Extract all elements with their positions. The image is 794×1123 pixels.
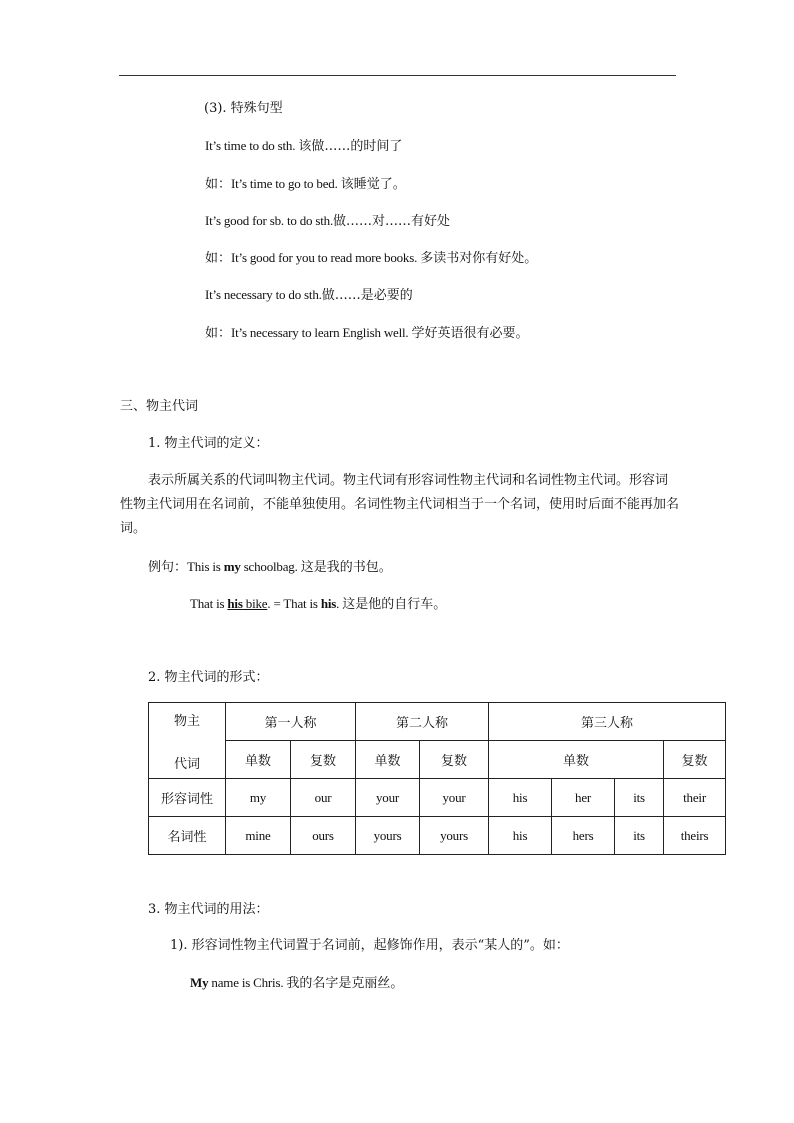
header-third-person: 第三人称 [489, 703, 726, 741]
table-cell: hers [552, 817, 615, 855]
example-prefix: 如： [205, 177, 232, 192]
usage-example [190, 975, 403, 992]
header-singular: 单数 [226, 741, 291, 779]
usage-point-1: 1). 形容词性物主代词置于名词前，起修饰作用，表示“某人的”。如： [170, 938, 569, 953]
example-cn: 这是我的书包。 [300, 560, 392, 575]
pattern-cn: 做……是必要的 [321, 288, 413, 303]
pattern-cn: 做……对……有好处 [333, 214, 451, 229]
section-title: 三、物主代词 [120, 399, 199, 414]
pattern-en: It’s time to do sth. [205, 138, 299, 153]
table-cell: our [291, 779, 356, 817]
header-first-person: 第一人称 [226, 703, 356, 741]
example-cn: 这是他的自行车。 [342, 597, 447, 612]
pattern-line [205, 287, 413, 304]
pattern-en: It’s necessary to do sth. [205, 287, 322, 302]
row-label: 形容词性 [149, 779, 226, 817]
pattern-line [205, 138, 402, 155]
header-plural: 复数 [664, 741, 726, 779]
table-cell: his [489, 779, 552, 817]
header-plural: 复数 [291, 741, 356, 779]
possessive-pronoun-table [148, 702, 726, 855]
form-heading: 2. 物主代词的形式： [148, 670, 269, 685]
pattern-en: It’s good for sb. to do sth. [205, 213, 334, 228]
usage-heading: 3. 物主代词的用法： [148, 902, 269, 917]
corner-bottom: 代词 [173, 756, 200, 772]
example-sentence-2 [190, 596, 446, 613]
example-prefix: 如： [205, 251, 232, 266]
section-heading-special-patterns: (3). 特殊句型 [204, 101, 283, 116]
example-line [205, 176, 406, 193]
example-en: It’s good for you to read more books. [231, 250, 421, 265]
example-line [205, 325, 529, 342]
header-rule [119, 75, 676, 76]
example-text: My name is Chris. [190, 975, 287, 990]
table-cell: its [615, 817, 664, 855]
example-cn: 我的名字是克丽丝。 [286, 976, 404, 991]
example-sentence-1 [148, 559, 392, 576]
table-cell: theirs [664, 817, 726, 855]
example-en: It’s necessary to learn English well. [231, 325, 412, 340]
header-singular: 单数 [356, 741, 420, 779]
definition-heading: 1. 物主代词的定义： [148, 436, 269, 451]
table-cell: ours [291, 817, 356, 855]
example-en: It’s time to go to bed. [231, 176, 341, 191]
example-cn: 该睡觉了。 [340, 177, 406, 192]
example-text: This is my schoolbag. [187, 559, 301, 574]
table-cell: their [664, 779, 726, 817]
example-cn: 学好英语很有必要。 [411, 326, 529, 341]
table-corner-cell [149, 703, 226, 779]
header-singular: 单数 [489, 741, 664, 779]
table-cell: her [552, 779, 615, 817]
example-label: 例句： [148, 560, 188, 575]
table-cell: yours [356, 817, 420, 855]
pattern-cn: 该做……的时间了 [298, 139, 403, 154]
pattern-line [205, 213, 450, 230]
table-row [149, 779, 726, 817]
header-second-person: 第二人称 [356, 703, 489, 741]
table-cell: my [226, 779, 291, 817]
header-plural: 复数 [420, 741, 489, 779]
example-cn: 多读书对你有好处。 [420, 251, 538, 266]
table-cell: your [420, 779, 489, 817]
table-cell: yours [420, 817, 489, 855]
definition-paragraph: 表示所属关系的代词叫物主代词。物主代词有形容词性物主代词和名词性物主代词。形容词性物主代词用在名词前，不能单独使用。名词性物主代词相当于一个名词，使用时后面不能再加名词。 [120, 473, 680, 536]
corner-top: 物主 [173, 713, 200, 729]
table-cell: mine [226, 817, 291, 855]
table-cell: his [489, 817, 552, 855]
example-prefix: 如： [205, 326, 232, 341]
table-cell: your [356, 779, 420, 817]
table-row [149, 817, 726, 855]
example-text: That is his bike. = That is his. [190, 596, 343, 611]
example-line [205, 250, 537, 267]
row-label: 名词性 [149, 817, 226, 855]
table-cell: its [615, 779, 664, 817]
